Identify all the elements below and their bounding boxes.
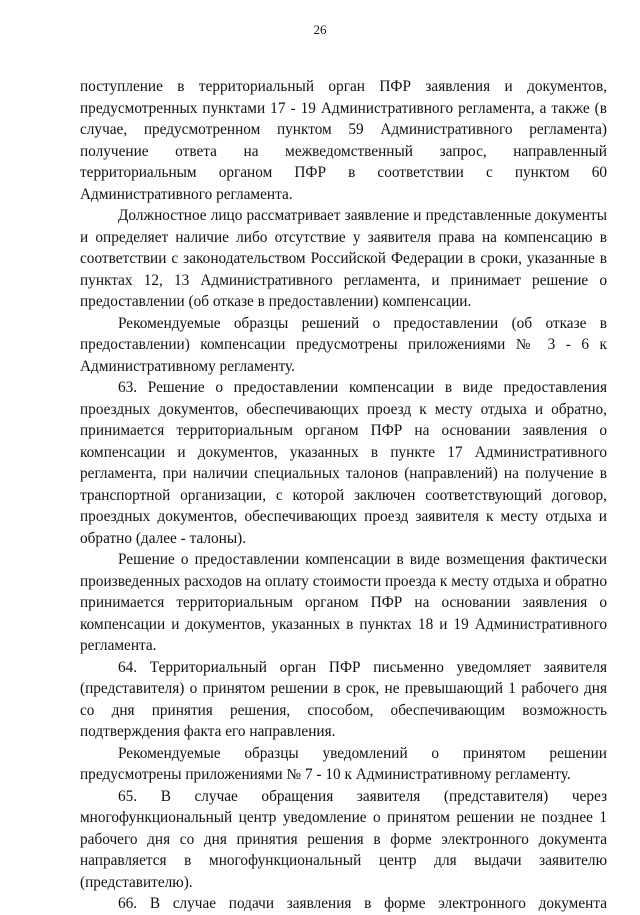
- document-body: [80, 76, 607, 915]
- paragraph-item-63: 63. Решение о предоставлении компенсации в виде предоставления проездных документов, обеспечивающих проезд к месту отдыха и обратно, принимается территориальным органом ПФР на основании заявления о компенсации и документов, указанных в пункте 17 Административного регламента, при наличии специальных талонов (направлений) на получение в транспортной организации, с которой заключен соответствующий договор, проездных документов, обеспечивающих проезд заявителя к месту отдыха и обратно (далее - талоны).: [80, 379, 607, 547]
- paragraph-item-64: 64. Территориальный орган ПФР письменно уведомляет заявителя (представителя) о принятом решении в срок, не превышающий 1 рабочего дня со дня принятия решения, способом, обеспечивающим возможность подтверждения факта его направления.: [80, 658, 607, 740]
- paragraph-reimbursement-decision: Решение о предоставлении компенсации в виде возмещения фактически произведенных расходов на оплату стоимости проезда к месту отдыха и обратно принимается территориальным органом ПФР на основании заявления о компенсации и документов, указанных в пунктах 18 и 19 Административного регламента.: [80, 551, 607, 654]
- paragraph-decision-samples: Рекомендуемые образцы решений о предоставлении (об отказе в предоставлении) компенсации предусмотрены приложениями № 3 - 6 к Административному регламенту.: [80, 314, 607, 375]
- paragraph-official-review: Должностное лицо рассматривает заявление и представленные документы и определяет наличие либо отсутствие у заявителя права на компенсацию в соответствии с законодательством Российской Федерации в сроки, указанные в пунктах 12, 13 Административного регламента, и принимает решение о предоставлении (об отказе в предоставлении) компенсации.: [80, 207, 607, 310]
- page-number: 26: [313, 22, 327, 37]
- paragraph-notification-samples: Рекомендуемые образцы уведомлений о принятом решении предусмотрены приложениями № 7 - 10 к Административному регламенту.: [80, 744, 607, 783]
- paragraph-continuation: поступление в территориальный орган ПФР заявления и документов, предусмотренных пунктами 17 - 19 Административного регламента, а также (в случае, предусмотренном пунктом 59 Административного регламента) получение ответа на межведомственный запрос, направленный территориальным органом ПФР в соответствии с пунктом 60 Административного регламента.: [80, 78, 607, 203]
- paragraph-item-66: 66. В случае подачи заявления в форме электронного документа: [118, 895, 607, 912]
- paragraph-item-65: 65. В случае обращения заявителя (представителя) через многофункциональный центр уведомление о принятом решении не позднее 1 рабочего дня со дня принятия решения в форме электронного документа направляется в многофункциональный центр для выдачи заявителю (представителю).: [80, 787, 607, 891]
